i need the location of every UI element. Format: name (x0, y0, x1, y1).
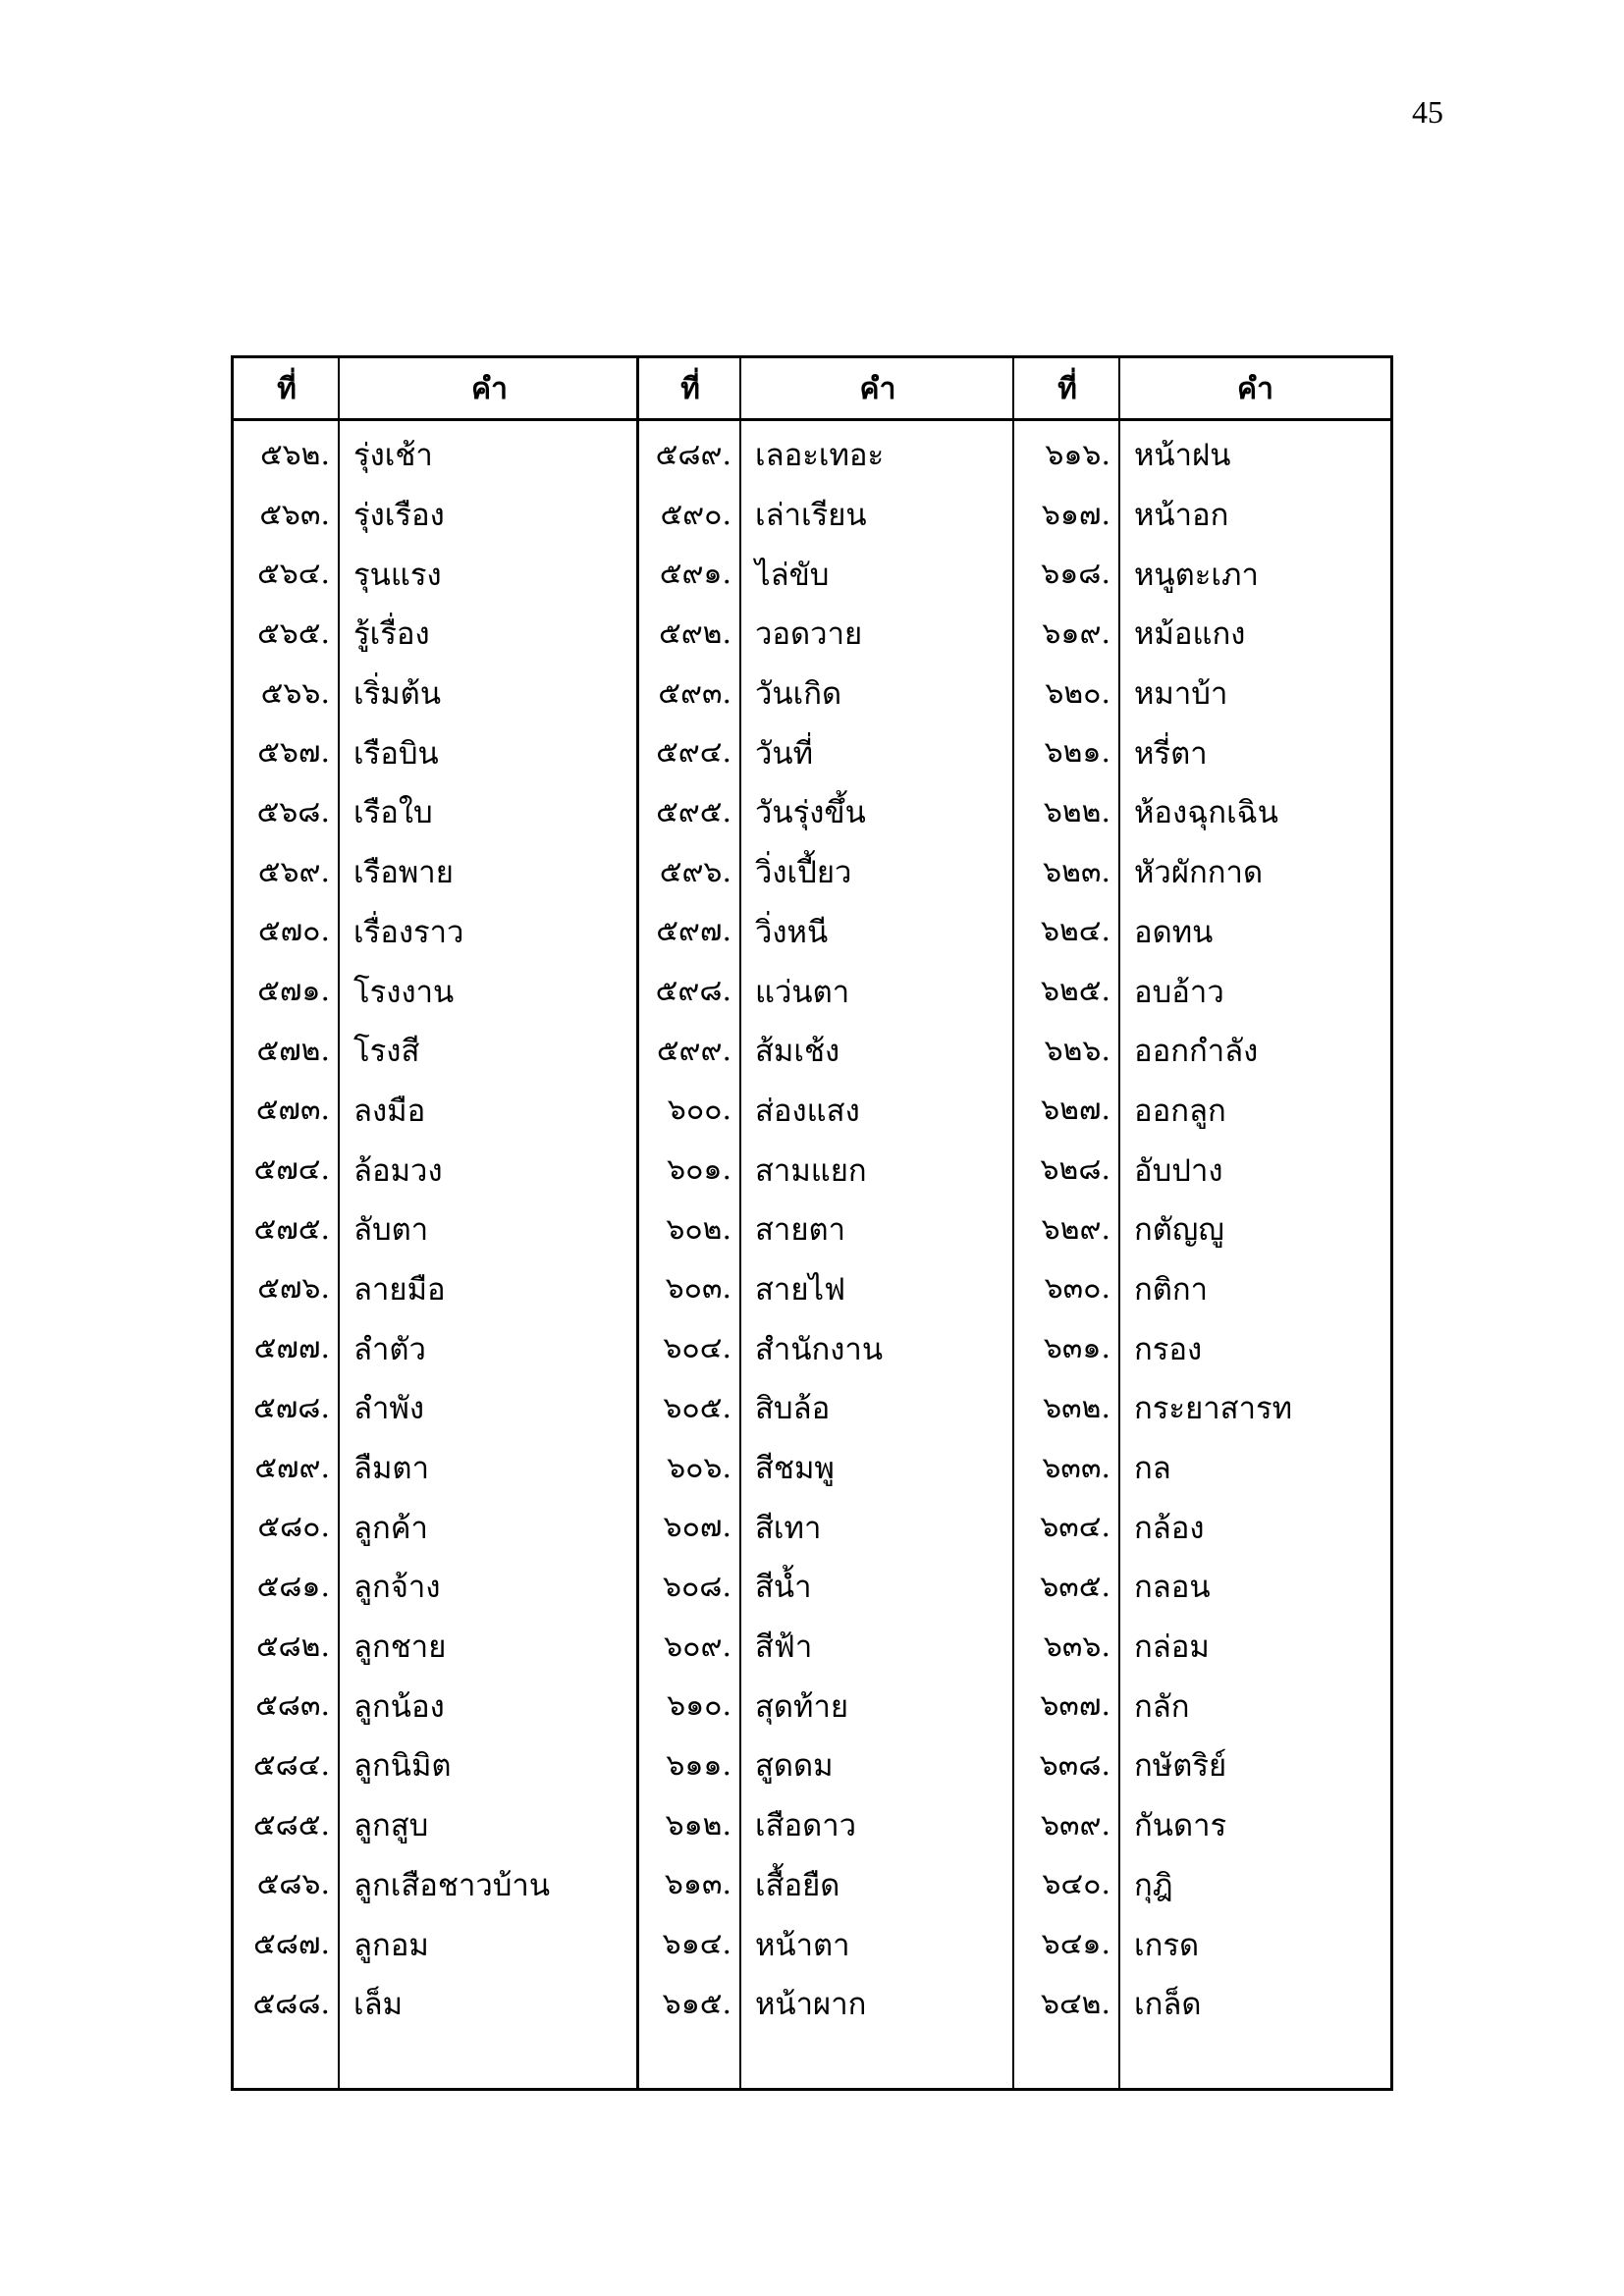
cell-word-3: กระยาสารท (1134, 1391, 1293, 1427)
table-row (234, 1557, 1390, 1617)
cell-word-3: หรี่ตา (1134, 735, 1208, 772)
cell-number-2: ๕๙๗. (656, 914, 731, 949)
cell-word-3: อับปาง (1134, 1152, 1223, 1189)
cell-word-2: สีฟ้า (755, 1629, 813, 1666)
cell-word-3: กตัญญู (1134, 1212, 1224, 1249)
cell-number-2: ๖๑๔. (662, 1927, 731, 1962)
table-row (234, 1617, 1390, 1677)
cell-number-2: ๖๐๖. (667, 1450, 731, 1485)
cell-number-1: ๕๖๙. (257, 854, 330, 889)
table-row (234, 1676, 1390, 1735)
cell-word-1: รุนแรง (353, 557, 442, 593)
cell-word-2: สามแยก (755, 1152, 867, 1189)
cell-number-2: ๕๙๕. (656, 794, 731, 829)
table-row (234, 604, 1390, 664)
table-row (234, 1974, 1390, 2034)
cell-number-1: ๕๗๑. (257, 974, 330, 1009)
cell-word-2: วันรุ่งขึ้น (755, 795, 866, 831)
cell-number-1: ๕๖๓. (259, 497, 330, 532)
cell-number-2: ๕๙๒. (659, 615, 731, 651)
cell-word-2: วันเกิด (755, 676, 842, 713)
cell-number-2: ๖๐๙. (664, 1629, 731, 1664)
cell-word-3: อดทน (1134, 914, 1214, 950)
cell-word-2: วันที่ (755, 735, 814, 772)
cell-word-3: ออกกำลัง (1134, 1034, 1259, 1070)
cell-word-2: สิบล้อ (755, 1391, 831, 1427)
cell-word-1: เริ่มต้น (353, 676, 442, 713)
cell-word-1: โรงสี (353, 1034, 420, 1070)
cell-number-2: ๖๐๕. (663, 1390, 731, 1425)
cell-word-2: วอดวาย (755, 616, 863, 653)
cell-word-2: เสือดาว (755, 1808, 857, 1844)
cell-number-3: ๖๓๖. (1043, 1629, 1110, 1664)
vocabulary-table (231, 355, 1393, 2091)
cell-word-1: โรงงาน (353, 974, 455, 1010)
cell-number-1: ๕๗๗. (253, 1331, 330, 1366)
cell-number-1: ๕๖๔. (257, 557, 330, 592)
cell-word-1: ลงมือ (353, 1093, 426, 1129)
cell-number-1: ๕๗๙. (254, 1450, 330, 1485)
table-row (234, 1914, 1390, 1974)
cell-word-1: ลายมือ (353, 1271, 446, 1308)
table-row (234, 961, 1390, 1021)
table-row (234, 425, 1390, 485)
table-body (234, 425, 1390, 2034)
cell-word-3: หมาบ้า (1134, 676, 1228, 713)
cell-number-1: ๕๗๕. (253, 1211, 330, 1247)
cell-word-1: ลูกนิมิต (353, 1748, 452, 1785)
cell-word-3: กันดาร (1134, 1808, 1227, 1844)
cell-number-3: ๖๓๓. (1042, 1450, 1110, 1485)
cell-number-2: ๖๑๐. (667, 1688, 731, 1724)
cell-number-2: ๖๑๕. (662, 1986, 731, 2021)
cell-word-1: เล็ม (353, 1987, 404, 2023)
cell-word-2: หน้าตา (755, 1927, 850, 1963)
cell-number-2: ๖๑๑. (666, 1747, 731, 1783)
cell-word-1: ลำพัง (353, 1391, 424, 1427)
cell-number-1: ๕๖๒. (259, 437, 330, 472)
cell-word-3: กล่อม (1134, 1629, 1210, 1666)
cell-word-1: รู้เรื่อง (353, 616, 430, 653)
cell-number-2: ๖๑๓. (664, 1867, 731, 1902)
cell-word-2: สีชมพู (755, 1451, 835, 1487)
cell-word-2: เลอะเทอะ (755, 438, 885, 474)
cell-word-3: เกรด (1134, 1927, 1200, 1963)
cell-word-3: กลัก (1134, 1688, 1190, 1725)
cell-word-3: กษัตริย์ (1134, 1748, 1227, 1785)
cell-word-2: เสื้อยืด (755, 1867, 840, 1903)
cell-number-3: ๖๓๔. (1040, 1510, 1110, 1545)
table-row (234, 664, 1390, 723)
cell-number-1: ๕๗๒. (256, 1033, 330, 1068)
cell-number-2: ๕๙๐. (660, 497, 731, 532)
cell-word-3: กุฎิ (1134, 1867, 1173, 1903)
cell-number-2: ๖๐๓. (665, 1271, 731, 1307)
cell-number-3: ๖๓๒. (1043, 1390, 1110, 1425)
table-row (234, 1735, 1390, 1795)
cell-word-2: สูดดม (755, 1748, 834, 1785)
cell-number-1: ๕๘๑. (256, 1569, 330, 1604)
cell-number-1: ๕๘๓. (255, 1688, 330, 1724)
cell-number-2: ๕๙๘. (655, 974, 731, 1009)
cell-number-3: ๖๓๘. (1039, 1747, 1110, 1783)
header-word-1: คำ (471, 372, 508, 406)
cell-word-1: ลูกจ้าง (353, 1570, 441, 1606)
cell-word-1: เรือใบ (353, 795, 433, 831)
cell-number-1: ๕๗๔. (253, 1152, 330, 1188)
header-word-3: คำ (1237, 372, 1273, 406)
cell-word-2: สำนักงาน (755, 1331, 884, 1367)
table-row (234, 902, 1390, 962)
cell-word-2: หน้าผาก (755, 1987, 867, 2023)
cell-number-3: ๖๒๗. (1041, 1093, 1110, 1128)
table-row (234, 1259, 1390, 1319)
cell-number-2: ๖๐๘. (662, 1569, 731, 1604)
cell-number-2: ๖๐๒. (666, 1211, 731, 1247)
header-word-2: คำ (859, 372, 896, 406)
cell-word-3: ออกลูก (1134, 1093, 1226, 1129)
cell-word-2: วิ่งเปี้ยว (755, 855, 852, 891)
table-row (234, 1021, 1390, 1081)
cell-word-3: กลอน (1134, 1570, 1211, 1606)
cell-number-3: ๖๔๐. (1042, 1867, 1110, 1902)
cell-number-3: ๖๑๙. (1042, 615, 1110, 651)
table-row (234, 485, 1390, 545)
cell-word-1: เรือพาย (353, 855, 454, 891)
cell-number-1: ๕๗๐. (257, 914, 330, 949)
cell-number-2: ๖๐๔. (663, 1331, 731, 1366)
cell-number-3: ๖๓๑. (1043, 1331, 1110, 1366)
cell-number-2: ๕๙๑. (659, 557, 731, 592)
cell-word-1: ลูกน้อง (353, 1688, 445, 1725)
cell-word-3: หัวผักกาด (1134, 855, 1264, 891)
cell-word-3: หน้าฝน (1134, 438, 1231, 474)
table-row (234, 782, 1390, 842)
cell-number-1: ๕๖๕. (257, 615, 330, 651)
cell-word-1: ลับตา (353, 1212, 429, 1249)
cell-number-1: ๕๗๖. (257, 1271, 330, 1307)
cell-word-2: แว่นตา (755, 974, 850, 1010)
cell-word-1: ลืมตา (353, 1451, 429, 1487)
header-number-1: ที่ (277, 372, 297, 406)
cell-number-3: ๖๒๑. (1044, 735, 1110, 771)
cell-word-3: กล (1134, 1451, 1171, 1487)
cell-number-2: ๕๙๖. (659, 854, 731, 889)
cell-word-3: หนูตะเภา (1134, 557, 1259, 593)
header-number-2: ที่ (680, 372, 700, 406)
cell-number-1: ๕๖๘. (256, 794, 330, 829)
cell-number-2: ๖๐๗. (663, 1510, 731, 1545)
table-row (234, 1140, 1390, 1200)
cell-word-2: ไล่ขับ (755, 557, 830, 593)
cell-number-3: ๖๑๖. (1045, 437, 1110, 472)
cell-word-2: สีน้ำ (755, 1570, 812, 1606)
cell-word-1: รุ่งเรือง (353, 498, 445, 534)
table-header (234, 358, 1390, 421)
cell-word-1: เรื่องราว (353, 914, 464, 950)
cell-number-2: ๕๙๔. (656, 735, 731, 771)
cell-number-3: ๖๒๘. (1040, 1152, 1110, 1188)
cell-word-1: ลูกเสือชาวบ้าน (353, 1867, 551, 1903)
cell-word-2: วิ่งหนี (755, 914, 829, 950)
cell-word-3: เกล็ด (1134, 1987, 1202, 2023)
cell-word-2: สีเทา (755, 1510, 822, 1546)
cell-word-3: กล้อง (1134, 1510, 1205, 1546)
cell-number-3: ๖๑๘. (1041, 557, 1110, 592)
table-row (234, 1855, 1390, 1915)
cell-number-2: ๖๐๐. (667, 1093, 731, 1128)
header-number-3: ที่ (1057, 372, 1077, 406)
cell-word-3: ห้องฉุกเฉิน (1134, 795, 1278, 831)
table-row (234, 1318, 1390, 1378)
cell-number-3: ๖๒๐. (1045, 675, 1110, 711)
cell-word-2: เล่าเรียน (755, 498, 867, 534)
cell-word-1: ลูกค้า (353, 1510, 428, 1546)
table-row (234, 544, 1390, 604)
cell-word-3: หม้อแกง (1134, 616, 1246, 653)
cell-number-1: ๕๗๓. (255, 1093, 330, 1128)
table-row (234, 1378, 1390, 1438)
cell-number-1: ๕๘๔. (252, 1747, 330, 1783)
cell-number-3: ๖๒๒. (1043, 794, 1110, 829)
cell-word-1: รุ่งเช้า (353, 438, 433, 474)
cell-number-1: ๕๘๒. (255, 1629, 330, 1664)
cell-word-1: ลูกสูบ (353, 1808, 429, 1844)
cell-number-3: ๖๓๗. (1040, 1688, 1110, 1724)
cell-word-2: สายไฟ (755, 1271, 846, 1308)
cell-number-3: ๖๓๐. (1044, 1271, 1110, 1307)
cell-number-3: ๖๒๖. (1044, 1033, 1110, 1068)
cell-word-1: ล้อมวง (353, 1152, 443, 1189)
cell-word-3: อบอ้าว (1134, 974, 1224, 1010)
cell-number-2: ๕๙๓. (658, 675, 731, 711)
cell-number-3: ๖๓๕. (1040, 1569, 1110, 1604)
cell-number-3: ๖๒๔. (1040, 914, 1110, 949)
table-row (234, 842, 1390, 902)
cell-number-1: ๕๘๗. (253, 1927, 330, 1962)
cell-number-1: ๕๘๖. (256, 1867, 330, 1902)
table-row (234, 1795, 1390, 1855)
table-row (234, 1200, 1390, 1259)
cell-word-3: กติกา (1134, 1271, 1209, 1308)
cell-word-2: ส้มเช้ง (755, 1034, 840, 1070)
page-number: 45 (1412, 94, 1443, 130)
cell-number-3: ๖๔๑. (1041, 1927, 1110, 1962)
cell-word-1: ลำตัว (353, 1331, 426, 1367)
cell-word-2: ส่องแสง (755, 1093, 860, 1129)
cell-number-2: ๖๑๒. (665, 1807, 731, 1842)
cell-number-3: ๖๑๗. (1041, 497, 1110, 532)
cell-number-1: ๕๖๖. (260, 675, 330, 711)
cell-word-1: เรือบิน (353, 735, 439, 772)
cell-number-3: ๖๔๒. (1040, 1986, 1110, 2021)
table-row (234, 722, 1390, 782)
cell-word-1: ลูกชาย (353, 1629, 447, 1666)
cell-number-3: ๖๒๙. (1041, 1211, 1110, 1247)
cell-number-3: ๖๒๓. (1043, 854, 1110, 889)
cell-number-2: ๖๐๑. (667, 1152, 731, 1188)
table-row (234, 1438, 1390, 1498)
cell-number-1: ๕๗๘. (253, 1390, 330, 1425)
cell-word-2: สุดท้าย (755, 1688, 849, 1725)
cell-word-3: หน้าอก (1134, 498, 1229, 534)
table-row (234, 1497, 1390, 1557)
cell-word-2: สายตา (755, 1212, 846, 1249)
cell-number-1: ๕๘๐. (257, 1510, 330, 1545)
cell-number-1: ๕๘๕. (252, 1807, 330, 1842)
cell-word-3: กรอง (1134, 1331, 1203, 1367)
cell-number-3: ๖๒๕. (1040, 974, 1110, 1009)
cell-number-2: ๕๘๙. (655, 437, 731, 472)
cell-number-2: ๕๙๙. (656, 1033, 731, 1068)
cell-number-1: ๕๖๗. (257, 735, 330, 771)
table-row (234, 1081, 1390, 1141)
cell-number-1: ๕๘๘. (252, 1986, 330, 2021)
cell-number-3: ๖๓๙. (1040, 1807, 1110, 1842)
cell-word-1: ลูกอม (353, 1927, 429, 1963)
